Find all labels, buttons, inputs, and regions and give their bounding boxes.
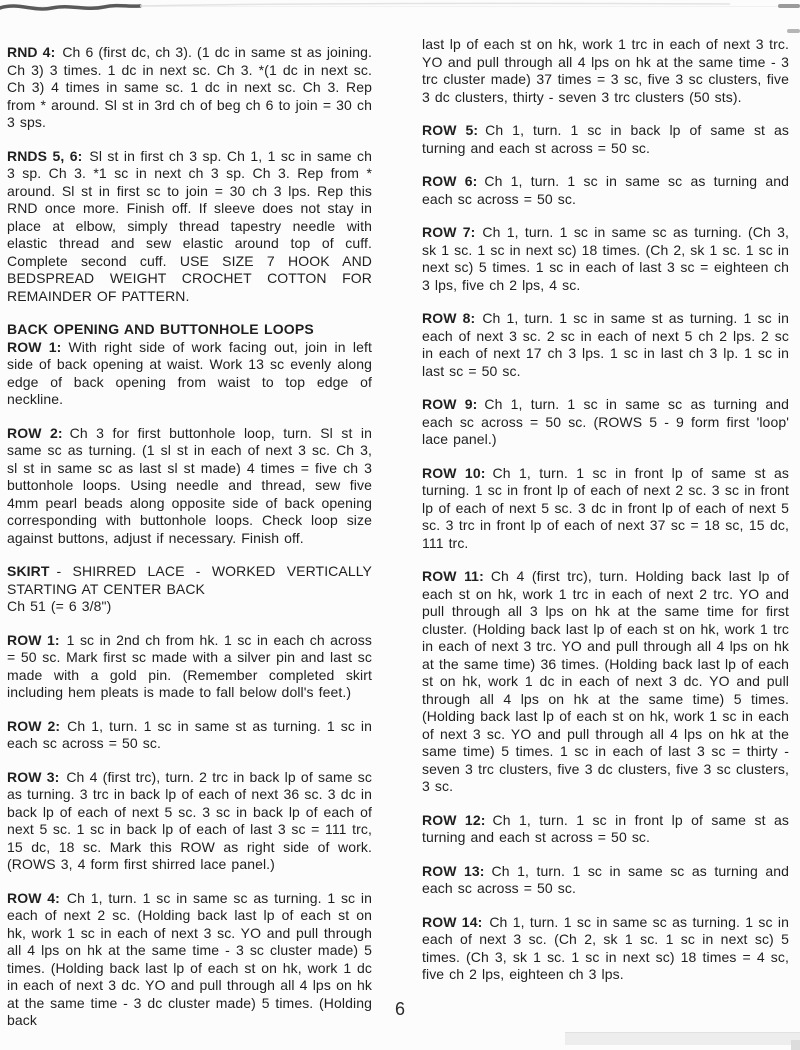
paragraph-text: Ch 1, turn. 1 sc in front lp of same st as turning and each st across = 50 sc.	[422, 811, 789, 845]
pattern-paragraph	[422, 465, 789, 553]
pattern-paragraph	[422, 224, 789, 294]
pattern-paragraph	[7, 425, 372, 548]
paragraph-label: ROW 6:	[422, 173, 478, 189]
page-number: 6	[394, 999, 405, 1019]
pattern-paragraph	[422, 36, 789, 106]
paragraph-label: ROW 14:	[422, 913, 483, 930]
paragraph-label: ROW 5:	[422, 122, 479, 138]
scan-artifact-top-right-dash	[778, 4, 800, 8]
paragraph-text: Ch 1, turn. 1 sc in same sc as turning and each sc across = 50 sc. (ROWS 5 - 9 form first 'loop' lace panel.)	[422, 396, 789, 447]
paragraph-text: With right side of work facing out, join in left side of back opening at waist. Work 13 sc evenly along edge of back opening from waist to top edge of neckline.	[7, 338, 372, 407]
paragraph-label: RND 4:	[7, 44, 56, 60]
pattern-paragraph	[7, 563, 372, 598]
paragraph-label: ROW 11:	[422, 568, 484, 584]
scan-artifact-squiggle	[0, 0, 740, 18]
pattern-paragraph	[422, 173, 789, 208]
paragraph-label: ROW 2:	[7, 424, 63, 441]
paragraph-text: Ch 1, turn. 1 sc in same sc as turning and each sc across = 50 sc.	[422, 173, 789, 207]
pattern-paragraph	[422, 568, 789, 796]
paragraph-label: ROW 7:	[422, 224, 476, 240]
paragraph-label: RNDS 5, 6:	[7, 147, 83, 164]
scan-artifact-top-right-dash-small	[787, 29, 800, 33]
paragraph-text: Ch 51 (= 6 3/8")	[7, 598, 112, 614]
paragraph-label: ROW 13:	[422, 862, 485, 879]
paragraph-text: last lp of each st on hk, work 1 trc in each of next 3 trc. YO and pull through all 4 lps on hk at the same time - 3 trc cluster made) 37 times = 3 sc, five 3 sc clusters, five 3 dc clusters, thirty - seven 3 trc clusters (50 sts).	[422, 36, 789, 105]
left-column	[7, 44, 372, 1030]
paragraph-text: Ch 4 (first trc), turn. Holding back last lp of each st on hk, work 1 trc in each of next 2 trc. YO and pull through all 3 lps on hk at the same time for first cluster. (Holding back last lp of each st on hk, work 1 trc in each of next 3 trc. YO and pull through all 4 lps on hk at the same time) 36 times. (Holding back last lp of each st on hk, work 1 dc in each of next 3 dc. YO and pull through all 4 lps on hk at the same time) 5 times. (Holding back last lp of each st on hk, work 1 sc in each of next 3 sc. YO and pull through all 4 lps on hk at the same time) 5 times. 1 sc in each of last 3 sc = thirty - seven 3 trc clusters, five 3 dc clusters, five 3 sc clusters, 3 sc.	[422, 568, 789, 794]
pattern-paragraph	[422, 914, 789, 984]
paragraph-text: Ch 4 (first trc), turn. 2 trc in back lp of same sc as turning. 3 trc in back lp of each of next 36 sc. 3 dc in back lp of each of next 5 sc. 3 sc in back lp of each of next 5 sc. 1 sc in back lp of each of last 3 sc = 111 trc, 15 dc, 18 sc. Mark this ROW as right side of work. (ROWS 3, 4 form first shirred lace panel.)	[7, 768, 372, 872]
pattern-paragraph	[7, 598, 372, 616]
paragraph-text: Ch 3 for first buttonhole loop, turn. Sl st in same sc as turning. (1 sl st in each of next 3 sc. Ch 3, sl st in same sc as last sl st made) 4 times = five ch 3 buttonhole loops. Using needle and thread, sew five 4mm pearl beads along opposite side of back opening corresponding with buttonhole loops. Check loop size against buttons, adjust if necessary. Finish off.	[7, 424, 372, 546]
paragraph-text: Ch 1, turn. 1 sc in same sc as turning. 1 sc in each of next 3 sc. (Ch 2, sk 1 sc. 1 sc in next sc) 5 times. (Ch 3, sk 1 sc. 1 sc in next sc) 18 times = 4 sc, five ch 2 lps, eighteen ch 3 lps.	[422, 913, 789, 982]
scan-artifact-bottom-corner	[791, 1040, 800, 1050]
pattern-paragraph	[7, 321, 372, 339]
pattern-paragraph	[422, 396, 789, 449]
paragraph-text: Ch 1, turn. 1 sc in same sc as turning. 1 sc in each of next 2 sc. (Holding back last lp of each st on hk, work 1 sc in each of next 3 sc. YO and pull through all 4 lps on hk at the same time - 3 sc cluster made) 5 times. (Holding back last lp of each st on hk, work 1 dc in each of next 3 dc. YO and pull through all 4 lps on hk at the same time - 3 dc cluster made) 5 times. (Holding back	[7, 889, 372, 1028]
pattern-paragraph	[7, 339, 372, 409]
paragraph-label: ROW 8:	[422, 310, 476, 326]
paragraph-label: ROW 10:	[422, 464, 486, 481]
paragraph-label: ROW 1:	[7, 338, 62, 355]
scan-artifact-bottom-bar	[565, 1032, 800, 1045]
right-column	[422, 36, 789, 984]
paragraph-text: Ch 1, turn. 1 sc in front lp of same st as turning. 1 sc in front lp of each of next 2 sc. 3 sc in front lp of each of next 5 sc. 3 dc in front lp of each of next 5 sc. 3 trc in front lp of each of next 37 sc = 18 sc, 15 dc, 111 trc.	[422, 464, 789, 551]
pattern-paragraph	[422, 310, 789, 380]
pattern-paragraph	[422, 863, 789, 898]
paragraph-text: 1 sc in 2nd ch from hk. 1 sc in each ch across = 50 sc. Mark first sc made with a silver pin and last sc made with a gold pin. (Remember completed skirt including hem pleats is made to fall below doll's feet.)	[7, 631, 373, 700]
paragraph-label: ROW 4:	[7, 889, 60, 906]
paragraph-label: ROW 1:	[7, 631, 60, 648]
pattern-paragraph	[422, 122, 789, 157]
paragraph-text: Ch 1, turn. 1 sc in same st as turning. 1 sc in each of next 3 sc. 2 sc in each of next 5 ch 2 lps. 2 sc in each of next 17 ch 3 lps. 1 sc in last ch 3 lp. 1 sc in last sc = 50 sc.	[422, 310, 790, 379]
paragraph-text: Sl st in first ch 3 sp. Ch 1, 1 sc in same ch 3 sp. Ch 3. *1 sc in next ch 3 sp. Ch 3. Rep from * around. Sl st in first sc to join = 30 ch 3 lps. Rep this RND once more. Finish off. If sleeve does not stay in place at elbow, simply thread tapestry needle with elastic thread and sew elastic around top of cuff. Complete second cuff. USE SIZE 7 HOOK AND BEDSPREAD WEIGHT CROCHET COTTON FOR REMAINDER OF PATTERN.	[7, 147, 373, 304]
pattern-paragraph	[422, 812, 789, 847]
pattern-paragraph	[7, 769, 372, 874]
pattern-paragraph	[7, 148, 372, 306]
paragraph-label: ROW 3:	[7, 768, 60, 785]
paragraph-text: Ch 1, turn. 1 sc in same st as turning. 1 sc in each sc across = 50 sc.	[7, 717, 373, 751]
paragraph-label: ROW 2:	[7, 717, 61, 734]
paragraph-label: ROW 9:	[422, 396, 478, 412]
paragraph-label: ROW 12:	[422, 811, 486, 828]
pattern-paragraph	[7, 44, 372, 132]
paragraph-text: Ch 6 (first dc, ch 3). (1 dc in same st as joining. Ch 3) 3 times. 1 dc in next sc. Ch 3. *(1 dc in next sc. Ch 3) 4 times in same sc. 1 dc in next sc. Ch 3. Rep from * around. Sl st in 3rd ch of beg ch 6 to join = 30 ch 3 sps.	[7, 44, 372, 130]
pattern-paragraph	[7, 718, 372, 753]
paragraph-text: Ch 1, turn. 1 sc in back lp of same st as turning and each st across = 50 sc.	[422, 122, 789, 156]
paragraph-text: Ch 1, turn. 1 sc in same sc as turning. (Ch 3, sk 1 sc. 1 sc in next sc) 18 times. (Ch 2, sk 1 sc. 1 sc in next sc) 5 times. 1 sc in each of last 3 sc = eighteen ch 3 lps, five ch 2 lps, 4 sc.	[422, 224, 789, 293]
paragraph-label: SKIRT	[7, 563, 50, 579]
paragraph-text: - SHIRRED LACE - WORKED VERTICALLY STARTING AT CENTER BACK	[7, 563, 372, 597]
paragraph-text: Ch 1, turn. 1 sc in same sc as turning and each sc across = 50 sc.	[422, 862, 789, 896]
paragraph-label: BACK OPENING AND BUTTONHOLE LOOPS	[7, 321, 314, 337]
pattern-paragraph	[7, 632, 372, 702]
